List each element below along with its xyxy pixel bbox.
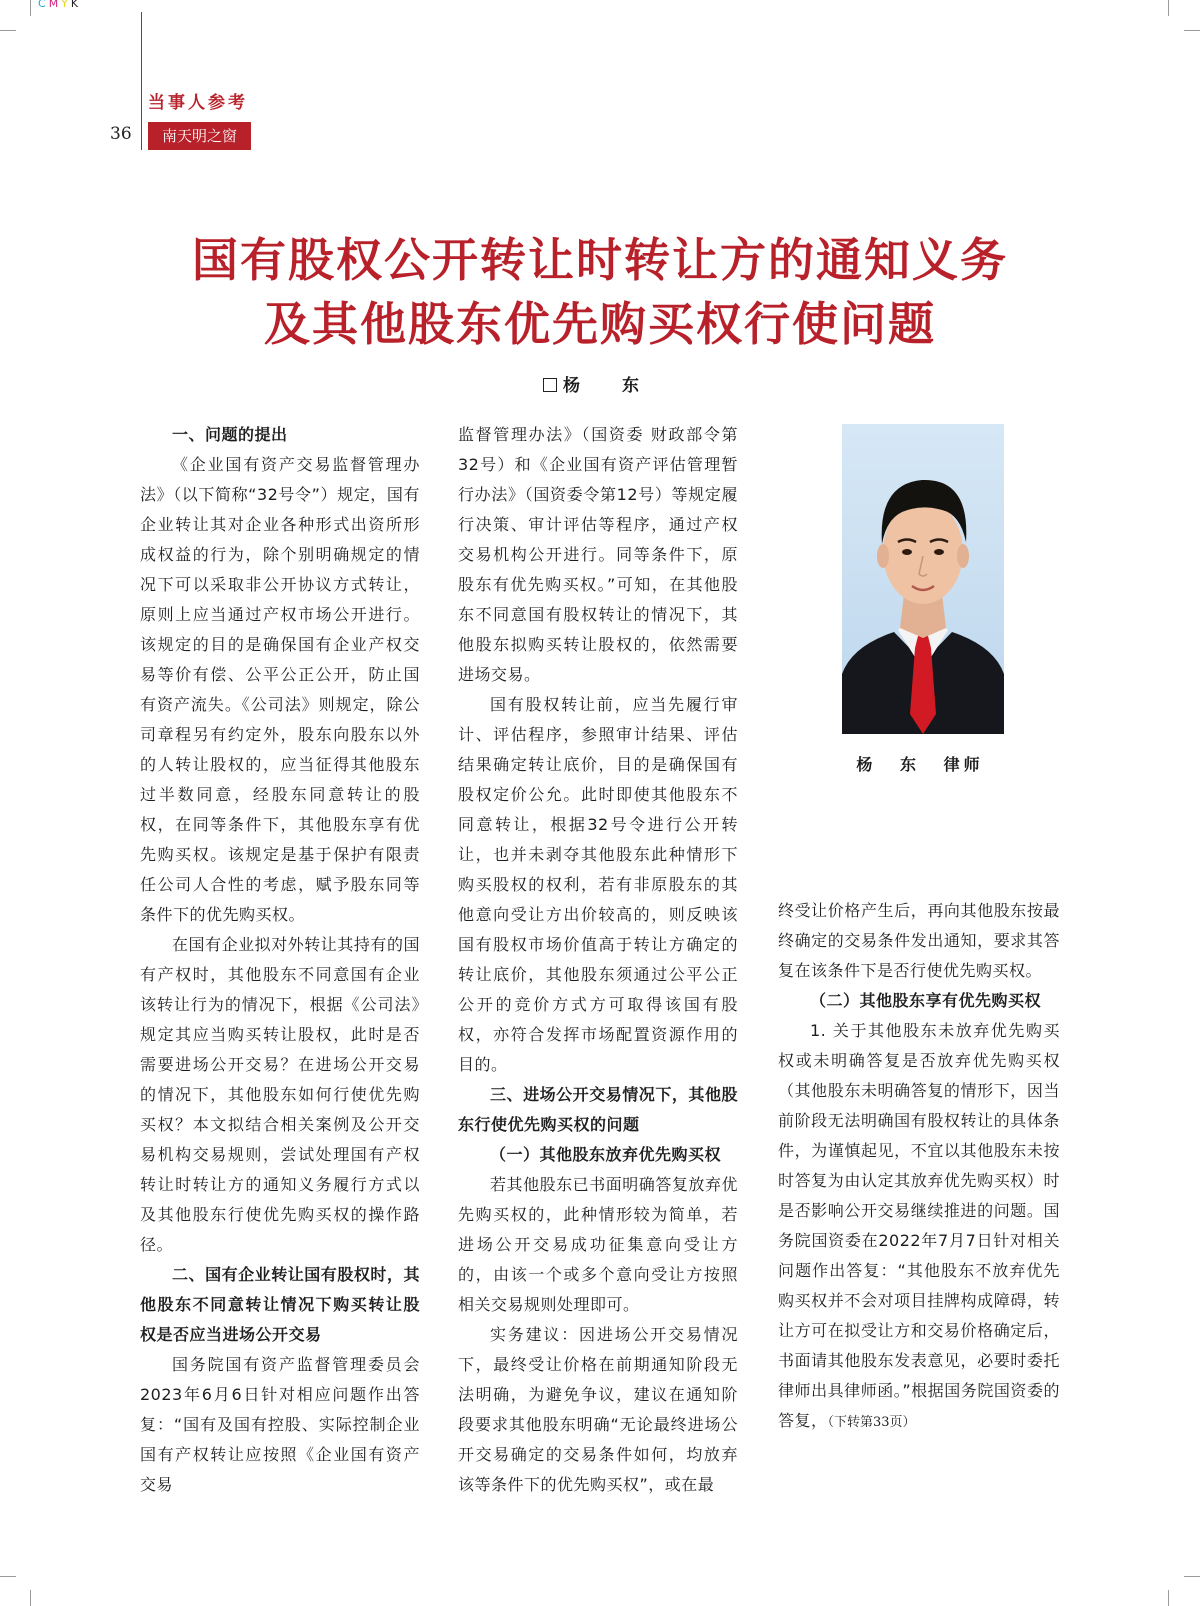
cmyk-y: Y [61, 0, 71, 10]
header-rule [141, 12, 142, 150]
crop-mark [0, 1576, 16, 1577]
cmyk-k: K [70, 0, 82, 10]
paragraph: 在国有企业拟对外转让其持有的国有产权时，其他股东不同意国有企业该转让行为的情况下，根据《公司法》规定其应当购买转让股权，此时是否需要进场公开交易？在进场公开交易的情况下，其他股东如何行使优先购买权？本文拟结合相关案例及公开交易机构交易规则，尝试处理国有产权转让时转让方的通知义务履行方式以及其他股东行使优先购买权的操作路径。 [140, 935, 420, 1254]
paragraph: 《企业国有资产交易监督管理办法》（以下简称“32号令”）规定，国有企业转让其对企业各种形式出资所形成权益的行为，除个别明确规定的情况下可以采取非公开协议方式转让，原则上应当通过产权市场公开进行。该规定的目的是确保国有企业产权交易等价有偿、公平公正公开，防止国有资产流失。《公司法》则规定，除公司章程另有约定外，股东向股东以外的人转让股权的，应当征得其他股东过半数同意，经股东同意转让的股权，在同等条件下，其他股东享有优先购买权。该规定是基于保护有限责任公司人合性的考虑，赋予股东同等条件下的优先购买权。 [140, 455, 420, 924]
crop-mark [1184, 30, 1200, 31]
cmyk-m: M [48, 0, 62, 10]
crop-mark [0, 30, 16, 31]
continued-note: （下转第33页） [827, 1415, 916, 1430]
crop-mark [30, 1590, 31, 1606]
section-label: 当事人参考 [148, 93, 248, 113]
author-portrait-image [842, 424, 1004, 734]
section-heading: 二、国有企业转让国有股权时，其他股东不同意转让情况下购买转让股权是否应当进场公开交易 [140, 1265, 420, 1344]
paragraph [778, 1016, 1060, 1438]
column-3 [778, 896, 1060, 1438]
subsection-heading: （一）其他股东放弃优先购买权 [490, 1145, 722, 1164]
paragraph: 终受让价格产生后，再向其他股东按最终确定的交易条件发出通知，要求其答复在该条件下是否行使优先购买权。 [778, 901, 1060, 980]
author-name: 杨 东 [563, 376, 657, 396]
paragraph: 监督管理办法》（国资委 财政部令第32号）和《企业国有资产评估管理暂行办法》（国资委令第12号）等规定履行决策、审计评估等程序，通过产权交易机构公开进行。同等条件下，原股东有优先购买权。”可知，在其他股东不同意国有股权转让的情况下，其他股东拟购买转让股权的，依然需要进场交易。 [458, 425, 738, 684]
crop-mark [30, 0, 31, 16]
article-title-line1: 国有股权公开转让时转让方的通知义务 [192, 233, 1008, 287]
column-tag: 南天明之窗 [148, 122, 251, 150]
photo-caption: 杨 东 律师 [856, 755, 984, 774]
cmyk-c: C [38, 0, 49, 10]
cmyk-print-marks [38, 0, 81, 10]
author-photo [842, 424, 1004, 734]
section-heading: 一、问题的提出 [172, 425, 288, 444]
paragraph: 实务建议：因进场公开交易情况下，最终受让价格在前期通知阶段无法明确，为避免争议，建议在通知阶段要求其他股东明确“无论最终进场公开交易确定的交易条件如何，均放弃该等条件下的优先购买权”，或在最 [458, 1325, 738, 1494]
byline [0, 371, 1200, 396]
paragraph: 国有股权转让前，应当先履行审计、评估程序，参照审计结果、评估结果确定转让底价，目的是确保国有股权定价公允。此时即使其他股东不同意转让，根据32号令进行公开转让，也并未剥夺其他股东此种情形下购买股权的权利，若有非原股东的其他意向受让方出价较高的，则反映该国有股权市场价值高于转让方确定的转让底价，其他股东须通过公平公正公开的竞价方式方可取得该国有股权，亦符合发挥市场配置资源作用的目的。 [458, 695, 738, 1074]
article-title-line2: 及其他股东优先购买权行使问题 [264, 297, 936, 351]
paragraph: 若其他股东已书面明确答复放弃优先购买权的，此种情形较为简单，若进场公开交易成功征集意向受让方的，由该一个或多个意向受让方按照相关交易规则处理即可。 [458, 1175, 738, 1314]
section-heading: 三、进场公开交易情况下，其他股东行使优先购买权的问题 [458, 1085, 738, 1134]
page-number: 36 [110, 124, 132, 144]
subsection-heading: （二）其他股东享有优先购买权 [810, 991, 1042, 1010]
paragraph-text: 1. 关于其他股东未放弃优先购买权或未明确答复是否放弃优先购买权（其他股东未明确答复的情形下，因当前阶段无法明确国有股权转让的具体条件，为谨慎起见，不宜以其他股东未按时答复为由认定其放弃优先购买权）时是否影响公开交易继续推进的问题。国务院国资委在2022年7月7日针对相关问题作出答复：“其他股东不放弃优先购买权并不会对项目挂牌构成障碍，转让方可在拟受让方和交易价格确定后，书面请其他股东发表意见，必要时委托律师出具律师函。”根据国务院国资委的答复， [778, 1021, 1060, 1430]
crop-mark [1184, 1576, 1200, 1577]
paragraph: 国务院国有资产监督管理委员会2023年6月6日针对相应问题作出答复：“国有及国有控股、实际控制企业国有产权转让应按照《企业国有资产交易 [140, 1355, 420, 1494]
crop-mark [1168, 1590, 1169, 1606]
crop-mark [1168, 0, 1169, 16]
column-1 [140, 420, 420, 1500]
byline-box-icon [543, 378, 557, 392]
column-2 [458, 420, 738, 1500]
